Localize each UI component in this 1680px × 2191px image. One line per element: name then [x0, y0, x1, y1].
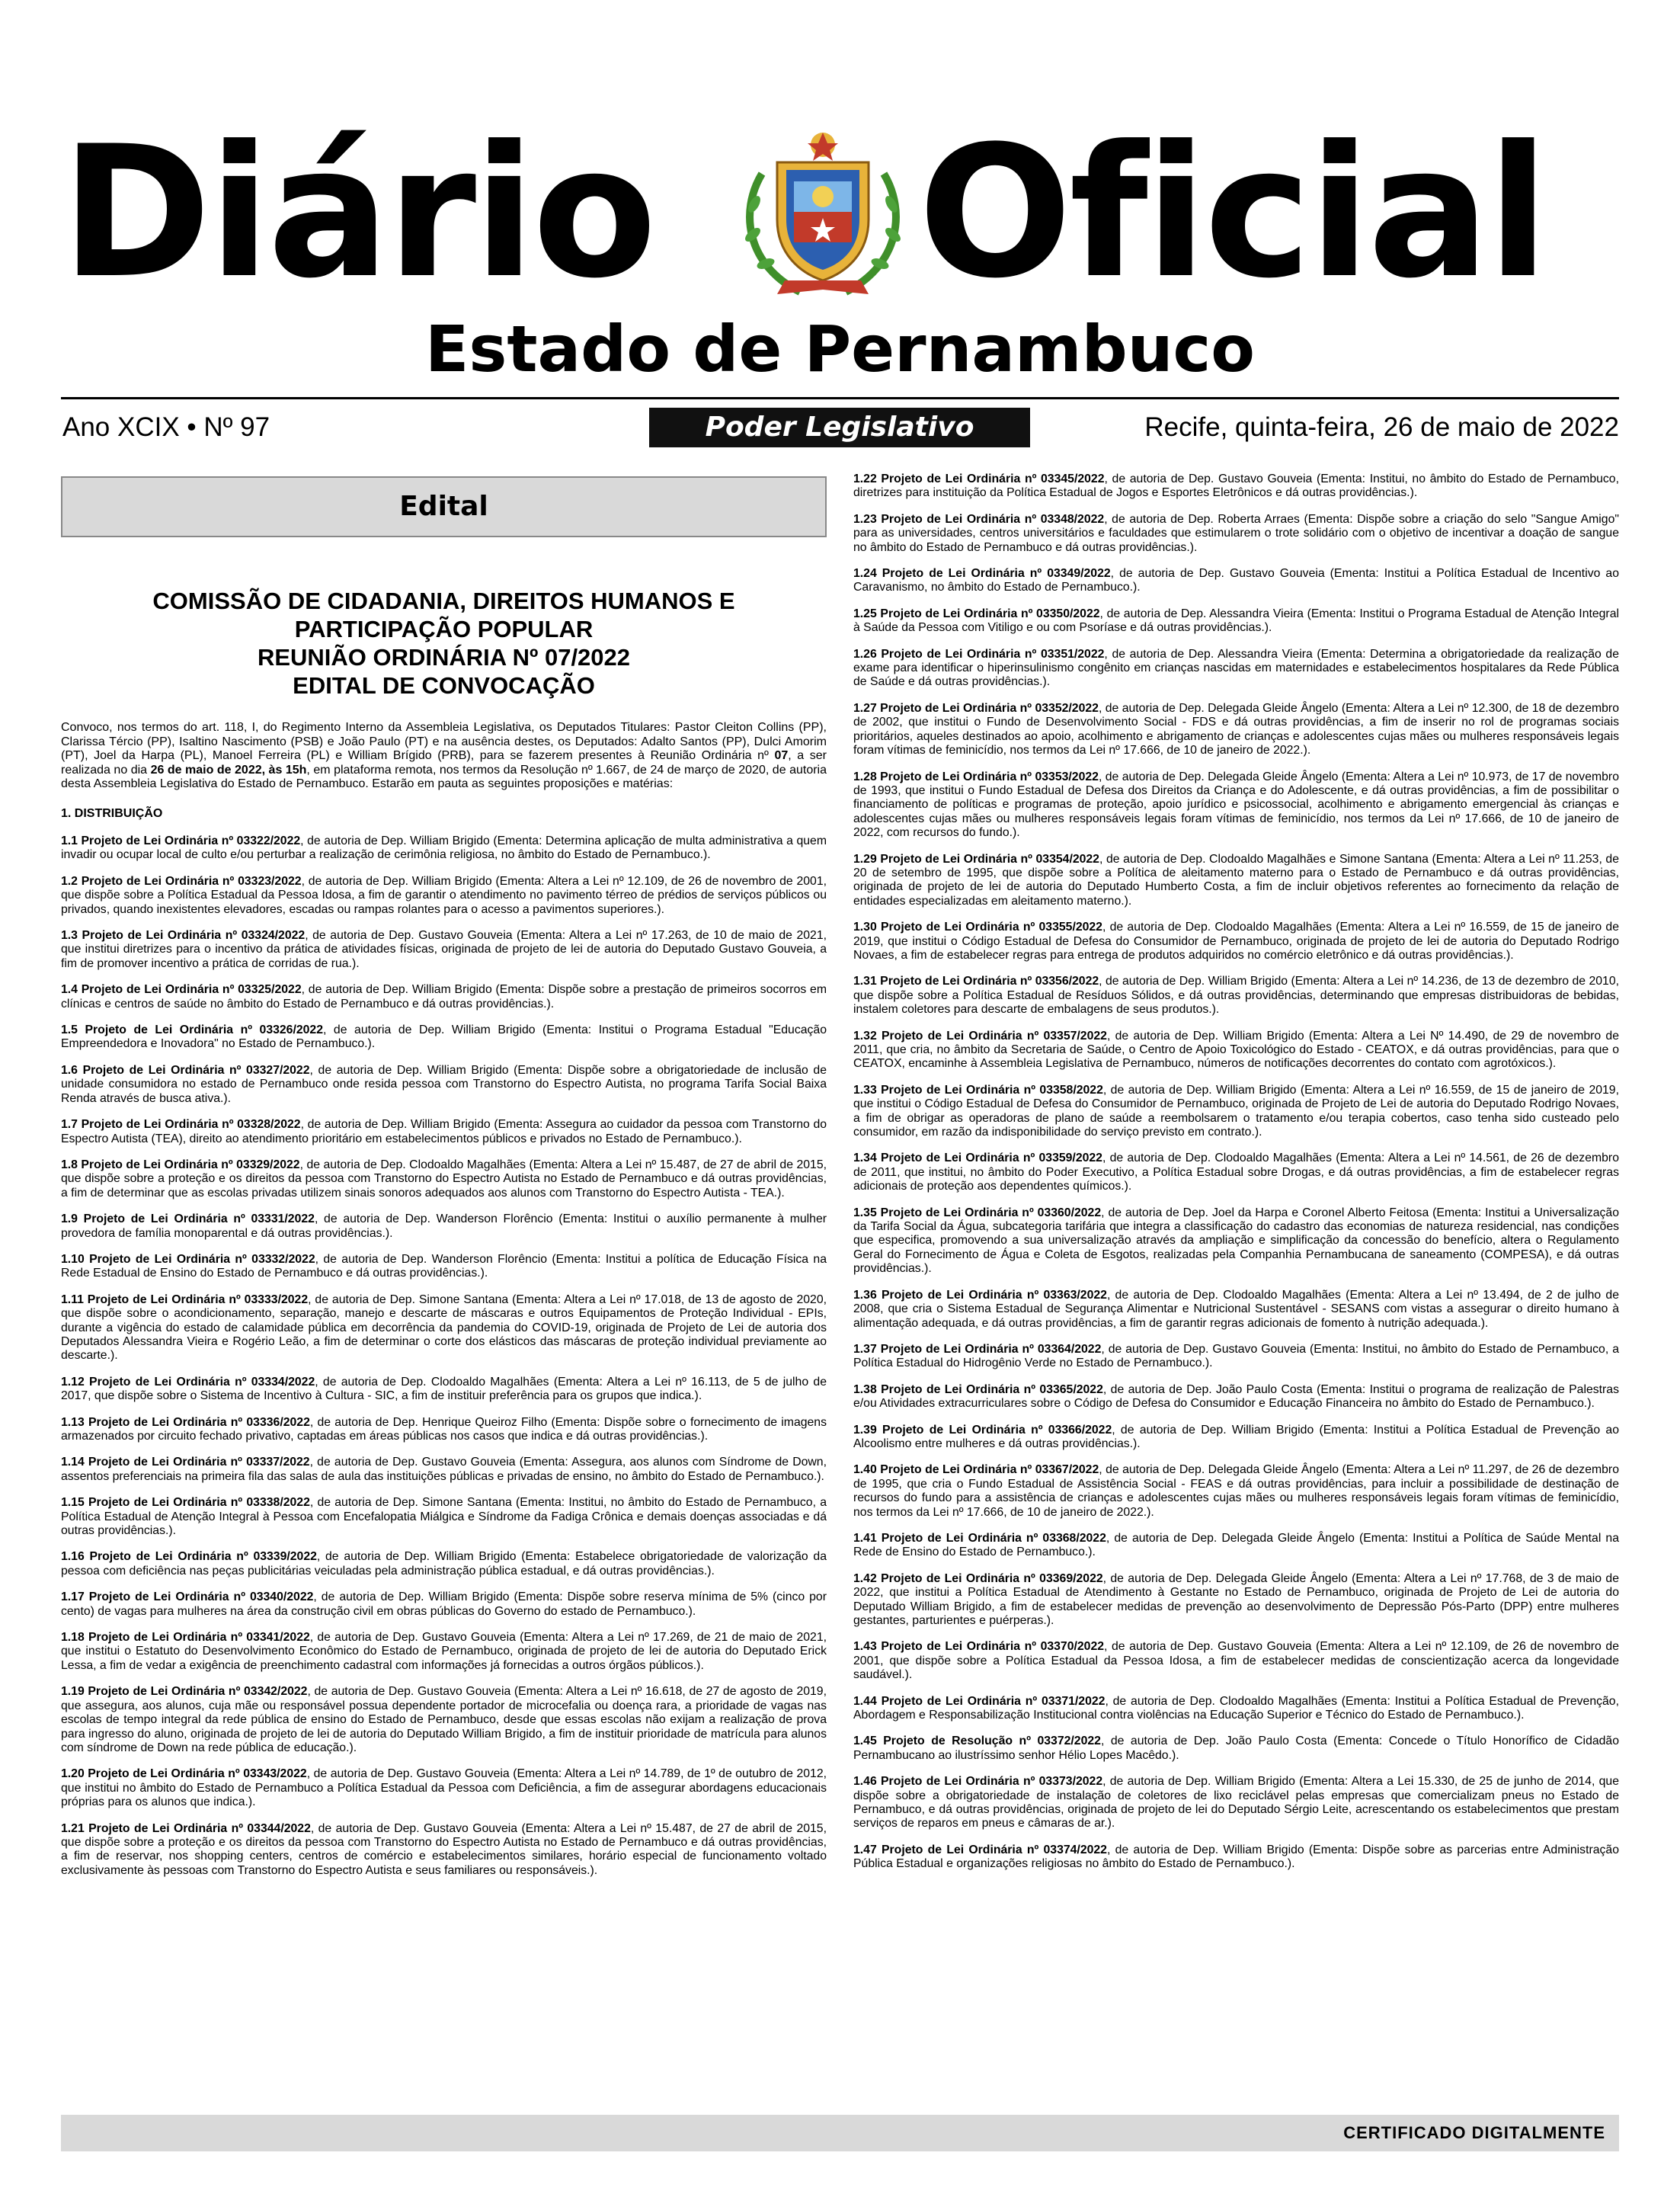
item-text: , de autoria de Dep. Gustavo Gouveia (Ementa: Altera a Lei nº 12.109, de 26 de novembro de 2001, que dispõe sobre a Política Estadual da Pessoa Idosa, a fim de estabelecer medidas de conscientização acerca da longevidade saudável.). [853, 1640, 1619, 1682]
branch-banner: Poder Legislativo [649, 408, 1030, 447]
item-reference: 1.45 Projeto de Resolução nº 03372/2022 [853, 1735, 1101, 1748]
heading-line: COMISSÃO DE CIDADANIA, DIREITOS HUMANOS E [152, 588, 735, 614]
item-reference: 1.41 Projeto de Lei Ordinária nº 03368/2022 [853, 1531, 1106, 1545]
item-reference: 1.39 Projeto de Lei Ordinária nº 03366/2022 [853, 1423, 1112, 1437]
item-text: , de autoria de Dep. Gustavo Gouveia (Ementa: Institui, no âmbito do Estado de Pernambuco, a Política Estadual do Hidrogênio Verde no Estado de Pernambuco.). [853, 1342, 1619, 1370]
item-reference: 1.8 Projeto de Lei Ordinária nº 03329/2022 [61, 1158, 300, 1171]
item-reference: 1.4 Projeto de Lei Ordinária nº 03325/2022 [61, 983, 302, 997]
item-text: , de autoria de Dep. Gustavo Gouveia (Ementa: Altera a Lei nº 15.487, de 27 de abril de 2015, que dispõe sobre a proteção e os direitos da pessoa com Transtorno do Espectro Autista no Estado de Pernambuco e dá outras providências, a fim de reservar, nos shopping centers, centros de comércio e estabelecimentos similares, horário especial de funcionamento voltado exclusivamente às pessoas com Transtorno do Espectro Autista e seus familiares ou responsáveis.). [61, 1821, 827, 1877]
item-reference: 1.26 Projeto de Lei Ordinária nº 03351/2022 [853, 647, 1105, 661]
item-reference: 1.9 Projeto de Lei Ordinária nº 03331/2022 [61, 1212, 315, 1226]
heading-line: REUNIÃO ORDINÁRIA Nº 07/2022 [257, 644, 631, 671]
masthead-subtitle: Estado de Pernambuco [424, 312, 1256, 386]
issue-number: Ano XCIX • Nº 97 [62, 412, 270, 442]
item-text: , de autoria de Dep. Delegada Gleide Ângelo (Ementa: Altera a Lei nº 11.297, de 26 de dezembro de 1995, que cria o Fundo Estadual de Assistência Social - FEAS e dá outras providências, para incluir a possibilidade de destinação de recursos do fundo para a assistência de crianças e adolescentes cujas mães ou mulheres responsáveis legais foram vítimas de feminicídio, nos termos da Lei nº 17.666, de 10 de janeiro de 2022.). [853, 1463, 1619, 1519]
list-item [61, 834, 827, 863]
item-text: , de autoria de Dep. Clodoaldo Magalhães (Ementa: Altera a Lei nº 13.494, de 2 de julho de 2008, que cria o Sistema Estadual de Segurança Alimentar e Nutricional Sustentável - SESANS com vistas a assegurar o direito humano à alimentação adequada, e dá outras providências, a fim de garantir regras adicionais de fomento à nutrição adequada.). [853, 1288, 1619, 1330]
item-text: , de autoria de Dep. Clodoaldo Magalhães (Ementa: Altera a Lei nº 14.561, de 26 de dezembro de 2011, que institui, no âmbito do Poder Executivo, a Política Estadual sobre Drogas, e dá outras providências, a fim de estabelecer regras adicionais de proteção aos dependentes químicos.). [853, 1152, 1619, 1193]
item-text: , de autoria de Dep. Wanderson Florêncio (Ementa: Institui a política de Educação Física na Rede Estadual de Ensino do Estado de Pernambuco e dá outras providências.). [61, 1252, 827, 1280]
item-reference: 1.44 Projeto de Lei Ordinária nº 03371/2022 [853, 1694, 1106, 1708]
item-reference: 1.32 Projeto de Lei Ordinária nº 03357/2022 [853, 1029, 1107, 1043]
intro-text: Convoco, nos termos do art. 118, I, do Regimento Interno da Assembleia Legislativa, os Deputados Titulares: Pastor Cleiton Collins (PP), Clarissa Tércio (PP), Isaltino Nascimento (PSB) e João Paulo (PT) e na ausência destes, os Deputados: Adalto Santos (PP), Dulci Amorim (PT), Joel da Harpa (PL), Manoel Ferreira (PL) e William Brígido (PRB), para se fazerem presentes à Reunião Ordinária nº [61, 721, 827, 762]
item-reference: 1.42 Projeto de Lei Ordinária nº 03369/2022 [853, 1571, 1103, 1585]
item-text: , de autoria de Dep. Gustavo Gouveia (Ementa: Altera a Lei nº 16.618, de 27 de agosto de 2019, que assegura, aos alunos, cuja mãe ou responsável possua dependente portador de microcefalia ou doença rara, a prioridade de vagas nas escolas de tempo integral da rede pública de ensino do Estado de Pernambuco, desde que essas escolas não exijam a realização de prova para ingresso do aluno, originada de projeto de lei de autoria do Deputado William Brigido, a fim de instituir prioridade de matrícula para alunos com síndrome de Down na rede pública de educação.). [61, 1685, 827, 1754]
item-reference: 1.6 Projeto de Lei Ordinária nº 03327/2022 [61, 1063, 310, 1077]
item-reference: 1.22 Projeto de Lei Ordinária nº 03345/2022 [853, 472, 1105, 485]
list-item [61, 1767, 827, 1809]
item-text: , de autoria de Dep. Gustavo Gouveia (Ementa: Altera a Lei nº 17.269, de 21 de maio de 2021, que institui o Estatuto do Desenvolvimento Econômico do Estado de Pernambuco, originada de projeto de lei de autoria do Deputado Erick Lessa, a fim de vedar a exigência de preenchimento cadastral com informações já fornecidas a outros órgãos públicos.). [61, 1631, 827, 1672]
document-heading [61, 587, 827, 700]
list-item [61, 1293, 827, 1363]
certification-bar [61, 2115, 1619, 2151]
item-text: , de autoria de Dep. William Brigido (Ementa: Estabelece obrigatoriedade de valorização da pessoa com deficiência nas peças publicitárias veiculadas pela administração pública estadual, e dá outras providências.). [61, 1550, 827, 1578]
item-reference: 1.15 Projeto de Lei Ordinária nº 03338/2022 [61, 1496, 310, 1510]
item-text: , de autoria de Dep. João Paulo Costa (Ementa: Institui o programa de realização de Palestras e/ou Atividades extracurriculares sobre o Código de Defesa do Consumidor e Educação Financeira no âmbito do Estado de Pernambuco.). [853, 1382, 1619, 1411]
list-item [853, 1463, 1619, 1520]
item-reference: 1.16 Projeto de Lei Ordinária nº 03339/2022 [61, 1550, 317, 1564]
list-item [853, 770, 1619, 841]
heading-line: PARTICIPAÇÃO POPULAR [294, 616, 594, 642]
item-reference: 1.46 Projeto de Lei Ordinária nº 03373/2022 [853, 1775, 1103, 1789]
item-text: , de autoria de Dep. William Brigido (Ementa: Altera a Lei nº 14.236, de 13 de dezembro de 2010, que dispõe sobre a Política Estadual de Resíduos Sólidos, e dá outras providências, determinando que empresas distribuidoras de bebidas, instalem coletores para descarte de embalagens de seus produtos.). [853, 975, 1619, 1017]
item-text: , de autoria de Dep. Henrique Queiroz Filho (Ementa: Dispõe sobre o fornecimento de imagens armazenados por circuito fechado privativo, captadas em áreas públicas nos casos que indica e dá outras providências.). [61, 1415, 827, 1443]
list-item [853, 975, 1619, 1017]
list-item [853, 1030, 1619, 1071]
item-text: , de autoria de Dep. Alessandra Vieira (Ementa: Determina a obrigatoriedade da realização de exame para identificar o hiperinsulinismo congênito em crianças nascidas em maternidades e estabelecimentos hospitalares da Rede Pública de Saúde e dá outras providências.). [853, 647, 1619, 689]
item-reference: 1.27 Projeto de Lei Ordinária nº 03352/2022 [853, 701, 1099, 715]
item-reference: 1.23 Projeto de Lei Ordinária nº 03348/2022 [853, 512, 1105, 526]
item-reference: 1.25 Projeto de Lei Ordinária nº 03350/2022 [853, 607, 1100, 620]
list-item [61, 1376, 827, 1404]
item-text: , de autoria de Dep. Clodoaldo Magalhães (Ementa: Altera a Lei nº 16.559, de 15 de janeiro de 2019, que institui o Código Estadual de Defesa do Consumidor de Pernambuco, originada de projeto de lei de autoria do Deputado Rodrigo Novaes, a fim de estabelecer regras para entrega de produtos adquiridos no comércio eletrônico e dá outras providências.). [853, 921, 1620, 962]
item-reference: 1.35 Projeto de Lei Ordinária nº 03360/2022 [853, 1206, 1102, 1219]
list-item [61, 1212, 827, 1241]
item-text: , de autoria de Dep. Clodoaldo Magalhães (Ementa: Altera a Lei nº 16.113, de 5 de julho de 2017, que dispõe sobre o Sistema de Incentivo à Cultura - SIC, a fim de instituir preferência para os grupos que indica.). [61, 1375, 827, 1403]
item-reference: 1.10 Projeto de Lei Ordinária nº 03332/2022 [61, 1252, 315, 1266]
item-text: , de autoria de Dep. William Brigido (Ementa: Institui o Programa Estadual "Educação Empreendedora e Inovadora" no Estado de Pernambuco.). [61, 1023, 827, 1051]
item-text: , de autoria de Dep. William Brigido (Ementa: Altera a Lei Nº 14.490, de 29 de novembro de 2011, que cria, no âmbito da Secretaria de Saúde, o Centro de Apoio Toxicológico do Estado - CEATOX, e dá outras providências, para que o CEATOX, encaminhe à Assembleia Legislativa de Pernambuco, números de notificações decorrentes do contato com agrotóxicos.). [853, 1029, 1619, 1071]
item-text: , de autoria de Dep. William Brigido (Ementa: Dispõe sobre a obrigatoriedade de inclusão de unidade consumidora no estado de Pernambuco onde resida pessoa com Transtorno do Espectro Autista, no programa Tarifa Social Baixa Renda através de busca ativa.). [61, 1063, 827, 1105]
item-reference: 1.21 Projeto de Lei Ordinária nº 03344/2022 [61, 1821, 311, 1835]
item-reference: 1.2 Projeto de Lei Ordinária nº 03323/2022 [61, 874, 302, 888]
item-text: , de autoria de Dep. William Brigido (Ementa: Altera a Lei 15.330, de 25 de junho de 2014, que dispõe sobre a obrigatoriedade de instalação de coletores de lixo reciclável pelas empresas que comercializam pneus no Estado de Pernambuco, e dá outras providências, originada de projeto de lei do Deputado Sérgio Leite, acrescentando os estabelecimentos que prestam serviços de reparos em pneus e câmaras de ar.). [853, 1775, 1619, 1831]
list-item [61, 875, 827, 917]
item-text: , de autoria de Dep. William Brigido (Ementa: Dispõe sobre reserva mínima de 5% (cinco por cento) de vagas para mulheres na área da construção civil em obras públicas do Governo do estado de Pernambuco.). [61, 1590, 827, 1618]
item-text: , de autoria de Dep. Gustavo Gouveia (Ementa: Altera a Lei nº 17.263, de 10 de maio de 2021, que institui diretrizes para o incentivo da prática de atividades físicas, originada de projeto de lei de autoria do Deputado Gustavo Gouveia, a fim de promover incentivo a prática de corridas de rua.). [61, 929, 827, 970]
list-item [61, 1253, 827, 1281]
list-item [61, 1456, 827, 1484]
list-item [853, 567, 1619, 595]
item-reference: 1.20 Projeto de Lei Ordinária nº 03343/2022 [61, 1767, 307, 1781]
intro-paragraph [61, 721, 827, 792]
heading-line: EDITAL DE CONVOCAÇÃO [293, 672, 595, 699]
item-text: , de autoria de Dep. Simone Santana (Ementa: Altera a Lei nº 17.018, de 13 de agosto de 2020, que dispõe sobre o acondicionamento, separação, manejo e descarte de máscaras e outros Equipamentos de Proteção Individual - EPIs, durante a vigência do estado de calamidade pública em decorrência da pandemia do COVID-19, originada de Projeto de Lei de autoria dos Deputados Alessandra Vieira e Rogério Leão, a fim de determinar o corte dos elásticos das máscaras de proteção individual previamente ao descarte.). [61, 1292, 827, 1363]
item-reference: 1.24 Projeto de Lei Ordinária nº 03349/2022 [853, 567, 1111, 581]
intro-meeting-number: 07 [774, 749, 789, 762]
item-text: , de autoria de Dep. João Paulo Costa (Ementa: Concede o Título Honorífico de Cidadão Pernambucano ao ilustríssimo senhor Hélio Lopes Macêdo.). [853, 1735, 1619, 1762]
list-item [853, 1572, 1619, 1629]
list-item [853, 607, 1619, 636]
item-reference: 1.17 Projeto de Lei Ordinária nº 03340/2022 [61, 1590, 314, 1604]
item-text: , de autoria de Dep. Joel da Harpa e Coronel Alberto Feitosa (Ementa: Institui a Universalização da Tarifa Social da Água, subcategoria tarifária que integra a classificação do cadastro das economias de natureza residencial, nas condições que especifica, promovendo a sua universalização através da ampliação e simplificação da concessão do benefício, altera o Regulamento Geral do Fornecimento de Água e Coleta de Esgotos, realizadas pela Companhia Pernambucana de saneamento (COMPESA), e dá outras providências.). [853, 1206, 1619, 1276]
list-item [853, 1084, 1619, 1140]
list-item [61, 1496, 827, 1538]
list-item [61, 983, 827, 1011]
list-item [61, 1023, 827, 1052]
item-text: , de autoria de Dep. Roberta Arraes (Ementa: Dispõe sobre a criação do selo "Sangue Amigo" para as universidades, centros universitários e faculdades que estimularem o trote solidário com o objetivo de incentivar a doação de sangue no âmbito do Estado de Pernambuco e dá outras providências.). [853, 512, 1619, 554]
item-text: , de autoria de Dep. Clodoaldo Magalhães (Ementa: Altera a Lei nº 15.487, de 27 de abril de 2015, que dispõe sobre a proteção e os direitos da pessoa com Transtorno do Espectro Autista no Estado de Pernambuco e dá outras providências, a fim de determinar que as escolas privadas utilizem sinais sonoros adequados aos alunos com Transtorno do Espectro Autista - TEA.). [61, 1158, 827, 1200]
item-reference: 1.28 Projeto de Lei Ordinária nº 03353/2022 [853, 770, 1099, 783]
list-item [61, 929, 827, 971]
list-item [853, 1532, 1619, 1560]
list-item [853, 472, 1619, 501]
list-item [853, 921, 1619, 963]
list-item [61, 1064, 827, 1106]
item-text: , de autoria de Dep. William Brigido (Ementa: Altera a Lei nº 12.109, de 26 de novembro de 2001, que dispõe sobre a Política Estadual da Pessoa Idosa, a fim de garantir o atendimento no pavimento térreo de prédios de serviços públicos ou privados, quando inexistentes elevadores, escadas ou rampas rolantes para o acesso a pavimentos superiores.). [61, 874, 827, 916]
list-item [61, 1550, 827, 1578]
section-header: Edital [61, 476, 827, 537]
items-list-left [61, 834, 827, 1878]
item-reference: 1.11 Projeto de Lei Ordinária nº 03333/2022 [61, 1292, 309, 1306]
item-text: , de autoria de Dep. Simone Santana (Ementa: Institui, no âmbito do Estado de Pernambuco, a Política Estadual de Atenção Integral à Pessoa com Encefalopatia Miálgica e Síndrome da Fadiga Crônica e demais doenças associadas e dá outras providências.). [61, 1496, 827, 1538]
item-text: , de autoria de Dep. William Brigido (Ementa: Assegura ao cuidador da pessoa com Transtorno do Espectro Autista (TEA), direito ao atendimento prioritário em estabelecimentos públicos e privados no Estado de Pernambuco.). [61, 1118, 827, 1145]
item-text: , de autoria de Dep. William Brigido (Ementa: Institui a Política Estadual de Prevenção ao Alcoolismo entre mulheres e dá outras providências.). [853, 1423, 1619, 1450]
masthead-title-left: Diário [61, 107, 654, 319]
list-item [853, 853, 1619, 909]
header-rule [61, 397, 1619, 399]
item-text: , de autoria de Dep. William Brigido (Ementa: Dispõe sobre a prestação de primeiros socorros em clínicas e centros de saúde no âmbito do Estado de Pernambuco e dá outras providências.). [61, 983, 827, 1011]
list-item [853, 1775, 1619, 1831]
item-text: , de autoria de Dep. Clodoaldo Magalhães e Simone Santana (Ementa: Altera a Lei nº 11.253, de 20 de setembro de 1995, que dispõe sobre a Política de aleitamento materno para o Estado de Pernambuco e dá outras providências, originada de projeto de lei de autoria do Deputado Humberto Costa, a fim de incluir objetivos referentes ao fornecimento da relação de entidades especializadas em aleitamento materno.). [853, 852, 1619, 908]
item-reference: 1.38 Projeto de Lei Ordinária nº 03365/2022 [853, 1382, 1103, 1396]
item-reference: 1.33 Projeto de Lei Ordinária nº 03358/2022 [853, 1083, 1103, 1097]
list-item [853, 513, 1619, 555]
coat-of-arms-icon [731, 128, 914, 303]
item-reference: 1.5 Projeto de Lei Ordinária nº 03326/2022 [61, 1023, 323, 1037]
intro-text: , em plataforma remota, nos termos da Resolução nº 1.667, de 24 de março de 2020, de autoria desta Assembleia Legislativa do Estado de Pernambuco. Estarão em pauta as seguintes proposições e matérias: [61, 763, 827, 790]
list-item [853, 1289, 1619, 1331]
item-text: , de autoria de Dep. Delegada Gleide Ângelo (Ementa: Altera a Lei nº 10.973, de 17 de novembro de 1993, que institui o Fundo Estadual de Defesa dos Direitos da Criança e do Adolescente, e dá outras providências, a fim de possibilitar o financiamento de políticas e programas de proteção, apoio jurídico e psicossocial, acolhimento e abrigamento emergencial às crianças e adolescentes cujas mães ou mulheres responsáveis legais foram vítimas de feminicídio, nos termos da Lei nº 17.666, de 10 de janeiro de 2022, com recursos do fundo.). [853, 770, 1619, 840]
item-reference: 1.30 Projeto de Lei Ordinária nº 03355/2022 [853, 921, 1102, 934]
item-reference: 1.34 Projeto de Lei Ordinária nº 03359/2022 [853, 1152, 1102, 1165]
item-reference: 1.40 Projeto de Lei Ordinária nº 03367/2022 [853, 1463, 1099, 1477]
list-item [61, 1685, 827, 1755]
list-item [853, 1735, 1619, 1763]
list-item [853, 1343, 1619, 1371]
list-item [853, 1383, 1619, 1411]
masthead-title-right: Oficial [918, 107, 1547, 319]
item-reference: 1.37 Projeto de Lei Ordinária nº 03364/2022 [853, 1342, 1102, 1356]
list-item [61, 1118, 827, 1146]
item-text: , de autoria de Dep. Wanderson Florêncio (Ementa: Institui o auxílio permanente à mulher provedora de família monoparental e dá outras providências.). [61, 1212, 827, 1240]
list-item [853, 1152, 1619, 1193]
item-text: , de autoria de Dep. Delegada Gleide Ângelo (Ementa: Institui a Política de Saúde Mental na Rede de Ensino do Estado de Pernambuco.). [853, 1531, 1619, 1559]
item-reference: 1.19 Projeto de Lei Ordinária nº 03342/2022 [61, 1685, 308, 1699]
item-reference: 1.14 Projeto de Lei Ordinária nº 03337/2022 [61, 1456, 310, 1469]
list-item [853, 1424, 1619, 1452]
list-item [853, 702, 1619, 758]
right-column [853, 472, 1619, 1884]
section-title: 1. DISTRIBUIÇÃO [61, 806, 163, 820]
left-column [61, 587, 827, 1890]
item-reference: 1.29 Projeto de Lei Ordinária nº 03354/2022 [853, 852, 1099, 866]
item-reference: 1.12 Projeto de Lei Ordinária nº 03334/2022 [61, 1375, 315, 1389]
item-reference: 1.31 Projeto de Lei Ordinária nº 03356/2022 [853, 975, 1099, 988]
item-reference: 1.36 Projeto de Lei Ordinária nº 03363/2022 [853, 1288, 1107, 1302]
item-reference: 1.47 Projeto de Lei Ordinária nº 03374/2022 [853, 1843, 1107, 1856]
dateline: Recife, quinta-feira, 26 de maio de 2022 [1144, 412, 1619, 442]
item-reference: 1.43 Projeto de Lei Ordinária nº 03370/2022 [853, 1640, 1105, 1654]
list-item [61, 1590, 827, 1619]
item-text: , de autoria de Dep. William Brigido (Ementa: Altera a Lei nº 16.559, de 15 de janeiro de 2019, que institui o Código Estadual de Defesa do Consumidor de Pernambuco, originada de Projeto de Lei de autoria do Deputado Rodrigo Novaes, a fim de obrigar as operadoras de plano de saúde a reembolsarem o tratamento e/ou terapia cobertos, caso tenha sido custeado pelo consumidor, em razão da indisponibilidade do serviço previsto em contrato.). [853, 1083, 1619, 1139]
list-item [61, 1631, 827, 1673]
item-text: , de autoria de Dep. Gustavo Gouveia (Ementa: Assegura, aos alunos com Síndrome de Down, assentos preferenciais na primeira fila das salas de aula das instituições públicas e privadas de ensino, no âmbito do Estado de Pernambuco.). [61, 1456, 827, 1483]
list-item [853, 648, 1619, 690]
masthead [0, 107, 1680, 320]
list-item [61, 1158, 827, 1200]
item-text: , de autoria de Dep. Delegada Gleide Ângelo (Ementa: Altera a Lei nº 12.300, de 18 de dezembro de 2002, que institui o Fundo de Desenvolvimento Social - FDS e dá outras providências, a fim de inserir no rol de programas sociais prioritários, aqueles destinados ao apoio, acolhimento e abrigamento de crianças e adolescentes cujas mães ou mulheres responsáveis legais foram vítimas de feminicídio, nos termos da Lei nº 17.666, de 10 de janeiro de 2022.). [853, 701, 1619, 758]
list-item [61, 1416, 827, 1444]
item-reference: 1.18 Projeto de Lei Ordinária nº 03341/2022 [61, 1631, 310, 1645]
item-text: , de autoria de Dep. Delegada Gleide Ângelo (Ementa: Altera a Lei nº 17.768, de 3 de maio de 2022, que institui a Política Estadual de Atendimento à Gestante no Estado de Pernambuco, originada de Projeto de Lei de autoria do Deputado William Brigido, a fim de estabelecer medidas de prevenção ao desenvolvimento de Depressão Pós-Parto (DPP) entre mulheres gestantes, parturientes e puérperas.). [853, 1571, 1619, 1627]
certification-label: CERTIFICADO DIGITALMENTE [1343, 2123, 1605, 2142]
item-reference: 1.7 Projeto de Lei Ordinária nº 03328/2022 [61, 1118, 301, 1132]
item-text: , de autoria de Dep. Clodoaldo Magalhães (Ementa: Institui a Política Estadual de Prevenção, Abordagem e Responsabilização Institucional contra violências na Educação Superior e Técnico do Estado de Pernambuco.). [853, 1694, 1619, 1722]
intro-meeting-date: 26 de maio de 2022, às 15h [150, 763, 307, 777]
list-item [853, 1843, 1619, 1872]
items-list-right [853, 472, 1619, 1872]
item-reference: 1.3 Projeto de Lei Ordinária nº 03324/2022 [61, 929, 306, 943]
item-text: , de autoria de Dep. Gustavo Gouveia (Ementa: Institui a Política Estadual de Incentivo ao Caravanismo, no âmbito do Estado de Pernambuco.). [853, 567, 1619, 594]
list-item [853, 1206, 1619, 1276]
item-text: , de autoria de Dep. William Brigido (Ementa: Determina aplicação de multa administrativa a quem invadir ou ocupar local de culto e/ou perturbar a realização de cerimônia religiosa, no âmbito do Estado de Pernambuco.). [61, 834, 827, 862]
intro-text: , a ser realizada no dia [61, 749, 827, 777]
item-text: , de autoria de Dep. Alessandra Vieira (Ementa: Institui o Programa Estadual de Atenção Integral à Saúde da Pessoa com Vitiligo e ou com Psoríase e dá outras providências.). [853, 607, 1619, 635]
list-item [853, 1640, 1619, 1682]
list-item [853, 1695, 1619, 1723]
list-item [61, 1822, 827, 1879]
item-text: , de autoria de Dep. William Brigido (Ementa: Dispõe sobre as parcerias entre Administração Pública Estadual e organizações religiosas no âmbito do Estado de Pernambuco.). [853, 1843, 1619, 1871]
item-text: , de autoria de Dep. Gustavo Gouveia (Ementa: Institui, no âmbito do Estado de Pernambuco, diretrizes para instituição da Política Estadual de Jogos e Esportes Eletrônicos e dá outras providências.). [853, 472, 1619, 500]
item-reference: 1.13 Projeto de Lei Ordinária nº 03336/2022 [61, 1415, 310, 1429]
item-text: , de autoria de Dep. Gustavo Gouveia (Ementa: Altera a Lei nº 14.789, de 1º de outubro de 2012, que institui no âmbito do Estado de Pernambuco a Política Estadual da Pessoa com Deficiência, a fim de assegurar abordagens educacionais próprias para os alunos que indica.). [61, 1767, 827, 1809]
item-reference: 1.1 Projeto de Lei Ordinária nº 03322/2022 [61, 834, 301, 847]
